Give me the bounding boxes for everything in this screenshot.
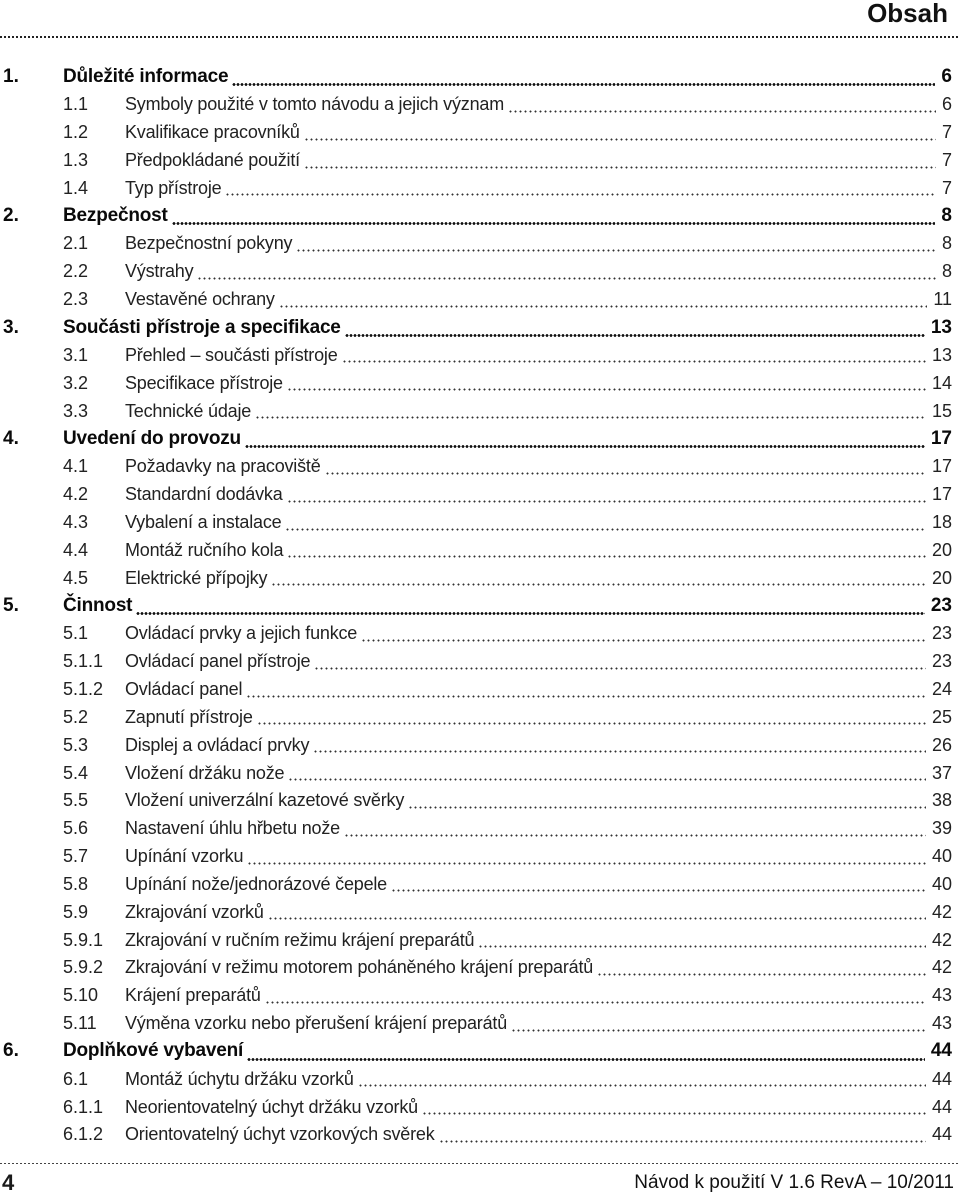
toc-entry-title: Výměna vzorku nebo přerušení krájení preparátů [125,1013,508,1034]
toc-entry-number: 5.3 [63,734,89,755]
toc-entry-page: 7 [941,122,952,143]
toc-entry-title: Výstrahy [125,261,194,282]
toc-entry-number: 6.1.2 [63,1124,104,1145]
toc-entry-number: 5.7 [63,846,89,867]
toc-entry-number: 5.9 [63,901,89,922]
toc-section-entry[interactable] [0,648,956,676]
toc-section-entry[interactable] [0,731,956,759]
toc-entry-line [125,453,956,481]
dot-leader [247,1038,925,1066]
toc-entry-line [63,63,956,91]
toc-chapter-entry[interactable] [0,63,956,91]
toc-entry-title: Upínání nože/jednorázové čepele [125,873,387,894]
dot-leader [245,425,925,453]
footer-divider [0,1163,960,1164]
toc-entry-title: Požadavky na pracoviště [125,456,321,477]
toc-entry-title: Zapnutí přístroje [125,706,253,727]
toc-section-entry[interactable] [0,1010,956,1038]
toc-entry-page: 7 [941,177,952,198]
toc-section-entry[interactable] [0,1121,956,1149]
footer-page-number: 4 [2,1170,15,1195]
toc-entry-title: Bezpečnost [63,205,168,227]
dot-leader [136,592,925,620]
toc-entry-page: 20 [931,539,952,560]
table-of-contents [0,63,956,1149]
toc-entry-line [125,286,956,314]
toc-entry-page: 14 [931,372,952,393]
toc-entry-line [125,397,956,425]
dot-leader [287,369,926,397]
dot-leader [325,453,926,481]
toc-entry-title: Důležité informace [63,65,229,87]
dot-leader [342,341,926,369]
toc-entry-title: Neorientovatelný úchyt držáku vzorků [125,1096,418,1117]
toc-section-entry[interactable] [0,870,956,898]
dot-leader [304,147,936,175]
toc-entry-page: 43 [931,985,952,1006]
toc-entry-number: 5.1.2 [63,678,104,699]
toc-entry-line [125,703,956,731]
toc-entry-title: Uvedení do provozu [63,427,241,449]
toc-entry-page: 24 [931,678,952,699]
toc-entry-title: Doplňkové vybavení [63,1040,244,1062]
toc-section-entry[interactable] [0,926,956,954]
dot-leader [287,536,926,564]
toc-entry-number: 5.9.2 [63,957,104,978]
toc-entry-line [63,314,956,342]
toc-entry-number: 5.9.1 [63,929,104,950]
dot-leader [246,676,926,704]
toc-entry-page: 20 [931,567,952,588]
toc-entry-line [125,731,956,759]
toc-entry-title: Vestavěné ochrany [125,289,275,310]
dot-leader [313,731,926,759]
toc-section-entry[interactable] [0,703,956,731]
toc-entry-title: Ovládací prvky a jejich funkce [125,623,358,644]
toc-entry-line [125,676,956,704]
toc-entry-number: 1.1 [63,94,89,115]
toc-entry-number: 1.2 [63,122,89,143]
toc-section-entry[interactable] [0,119,956,147]
dot-leader [232,63,935,91]
toc-entry-title: Ovládací panel [125,678,243,699]
toc-entry-line [125,815,956,843]
dot-leader [285,509,926,537]
toc-section-entry[interactable] [0,843,956,871]
dot-leader [247,843,926,871]
dot-leader [439,1121,926,1149]
toc-entry-number: 6.1.1 [63,1096,104,1117]
toc-entry-line [125,759,956,787]
toc-entry-line [63,592,956,620]
toc-entry-line [125,787,956,815]
toc-entry-page: 39 [931,818,952,839]
toc-section-entry[interactable] [0,230,956,258]
toc-section-entry[interactable] [0,676,956,704]
dot-leader [422,1093,926,1121]
toc-section-entry[interactable] [0,564,956,592]
toc-entry-page: 8 [941,205,952,227]
toc-section-entry[interactable] [0,898,956,926]
dot-leader [344,815,926,843]
footer-document-info: Návod k použití V 1.6 RevA – 10/2011 [634,1172,954,1193]
toc-entry-page: 6 [941,65,952,87]
toc-entry-number: 2.2 [63,261,89,282]
toc-entry-line [125,1010,956,1038]
dot-leader [511,1010,926,1038]
toc-section-entry[interactable] [0,536,956,564]
toc-entry-page: 11 [933,289,952,310]
dot-leader [271,564,926,592]
toc-entry-page: 23 [930,594,952,616]
dot-leader [361,620,926,648]
toc-section-entry[interactable] [0,509,956,537]
toc-entry-line [125,954,956,982]
toc-entry-title: Zkrajování v ručním režimu krájení preparátů [125,929,475,950]
toc-chapter-entry[interactable] [0,202,956,230]
toc-entry-page: 8 [941,261,952,282]
toc-entry-page: 44 [931,1068,952,1089]
toc-entry-page: 13 [930,316,952,338]
toc-section-entry[interactable] [0,397,956,425]
toc-entry-line [125,1065,956,1093]
toc-section-entry[interactable] [0,954,956,982]
toc-entry-line [125,898,956,926]
toc-chapter-entry[interactable] [0,314,956,342]
toc-entry-line [125,1121,956,1149]
toc-entry-number: 4.2 [63,484,89,505]
toc-section-entry[interactable] [0,369,956,397]
toc-entry-line [125,648,956,676]
toc-entry-title: Zkrajování v režimu motorem poháněného krájení preparátů [125,957,594,978]
toc-entry-line [125,481,956,509]
toc-chapter-entry[interactable] [0,425,956,453]
toc-entry-number: 5.11 [63,1013,97,1034]
toc-entry-line [125,620,956,648]
toc-entry-line [125,258,956,286]
toc-entry-title: Technické údaje [125,400,252,421]
toc-entry-number: 3.1 [63,344,89,365]
toc-entry-page: 42 [931,929,952,950]
toc-entry-line [125,843,956,871]
toc-section-entry[interactable] [0,620,956,648]
toc-entry-number: 5.1.1 [63,651,104,672]
toc-entry-number: 3.2 [63,372,89,393]
dot-leader [255,397,926,425]
toc-entry-number: 4.4 [63,539,89,560]
toc-entry-number: 1. [3,65,19,87]
toc-entry-page: 26 [931,734,952,755]
toc-section-entry[interactable] [0,759,956,787]
toc-entry-line [63,425,956,453]
toc-entry-page: 23 [931,651,952,672]
toc-entry-number: 3.3 [63,400,89,421]
toc-entry-page: 42 [931,957,952,978]
toc-section-entry[interactable] [0,91,956,119]
toc-entry-page: 15 [931,400,952,421]
toc-entry-number: 4.5 [63,567,89,588]
toc-entry-page: 44 [931,1096,952,1117]
toc-entry-number: 4.3 [63,511,89,532]
toc-entry-title: Kvalifikace pracovníků [125,122,300,143]
toc-entry-line [125,564,956,592]
dot-leader [268,898,926,926]
toc-entry-page: 40 [931,846,952,867]
toc-section-entry[interactable] [0,147,956,175]
toc-section-entry[interactable] [0,815,956,843]
toc-entry-number: 1.4 [63,177,89,198]
toc-entry-number: 5.6 [63,818,89,839]
toc-entry-title: Předpokládané použití [125,149,300,170]
dot-leader [257,703,926,731]
toc-entry-title: Součásti přístroje a specifikace [63,316,341,338]
toc-section-entry[interactable] [0,286,956,314]
toc-entry-line [125,1093,956,1121]
toc-entry-title: Montáž úchytu držáku vzorků [125,1068,354,1089]
toc-entry-line [125,982,956,1010]
toc-entry-line [63,1038,956,1066]
toc-entry-page: 6 [941,94,952,115]
toc-entry-line [125,870,956,898]
toc-entry-number: 5.4 [63,762,89,783]
toc-entry-line [125,509,956,537]
toc-entry-page: 42 [931,901,952,922]
dot-leader [225,174,936,202]
toc-entry-title: Ovládací panel přístroje [125,651,311,672]
dot-leader [391,870,926,898]
toc-entry-line [63,202,956,230]
toc-entry-page: 13 [931,344,952,365]
toc-entry-number: 2.1 [63,233,89,254]
dot-leader [508,91,936,119]
toc-entry-title: Vybalení a instalace [125,511,282,532]
toc-entry-title: Displej a ovládací prvky [125,734,310,755]
dot-leader [408,787,926,815]
dot-leader [288,759,926,787]
toc-section-entry[interactable] [0,258,956,286]
toc-entry-page: 43 [931,1013,952,1034]
toc-entry-number: 5.1 [63,623,89,644]
dot-leader [304,119,936,147]
toc-entry-number: 2.3 [63,289,89,310]
toc-entry-title: Elektrické přípojky [125,567,268,588]
toc-entry-number: 5.5 [63,790,89,811]
toc-section-entry[interactable] [0,174,956,202]
toc-entry-number: 5. [3,594,19,616]
toc-entry-line [125,230,956,258]
dot-leader [287,481,926,509]
toc-entry-title: Upínání vzorku [125,846,244,867]
dot-leader [597,954,926,982]
toc-entry-line [125,91,956,119]
toc-entry-line [125,536,956,564]
toc-entry-line [125,147,956,175]
toc-entry-line [125,926,956,954]
toc-entry-page: 40 [931,873,952,894]
toc-section-entry[interactable] [0,1065,956,1093]
toc-entry-number: 3. [3,316,19,338]
dot-leader [314,648,926,676]
toc-entry-number: 5.10 [63,985,99,1006]
toc-entry-page: 17 [930,427,952,449]
toc-entry-title: Vložení držáku nože [125,762,285,783]
toc-entry-number: 6. [3,1040,19,1062]
toc-entry-number: 6.1 [63,1068,89,1089]
toc-entry-page: 38 [931,790,952,811]
toc-section-entry[interactable] [0,787,956,815]
toc-entry-title: Činnost [63,594,133,616]
toc-entry-title: Standardní dodávka [125,484,283,505]
toc-entry-line [125,341,956,369]
toc-entry-page: 7 [941,149,952,170]
toc-entry-title: Bezpečnostní pokyny [125,233,293,254]
toc-entry-page: 23 [931,623,952,644]
dot-leader [296,230,936,258]
toc-entry-number: 5.2 [63,706,89,727]
toc-entry-page: 44 [930,1040,952,1062]
toc-entry-number: 4. [3,427,19,449]
toc-chapter-entry[interactable] [0,1038,956,1066]
page-title: Obsah [867,0,948,28]
dot-leader [172,202,936,230]
toc-entry-title: Typ přístroje [125,177,222,198]
dot-leader [358,1065,926,1093]
toc-entry-number: 2. [3,205,19,227]
toc-entry-page: 25 [931,706,952,727]
toc-entry-title: Přehled – součásti přístroje [125,344,338,365]
toc-entry-line [125,369,956,397]
toc-entry-page: 17 [931,484,952,505]
toc-entry-title: Krájení preparátů [125,985,261,1006]
toc-entry-page: 44 [931,1124,952,1145]
toc-entry-title: Montáž ručního kola [125,539,284,560]
toc-section-entry[interactable] [0,341,956,369]
toc-section-entry[interactable] [0,481,956,509]
toc-chapter-entry[interactable] [0,592,956,620]
toc-entry-number: 5.8 [63,873,89,894]
toc-entry-page: 17 [931,456,952,477]
dot-leader [478,926,926,954]
dot-leader [265,982,926,1010]
dot-leader [197,258,936,286]
toc-entry-page: 8 [941,233,952,254]
toc-entry-line [125,119,956,147]
toc-entry-title: Symboly použité v tomto návodu a jejich význam [125,94,504,115]
toc-entry-page: 37 [931,762,952,783]
toc-entry-title: Specifikace přístroje [125,372,283,393]
toc-entry-page: 18 [931,511,952,532]
toc-entry-title: Vložení univerzální kazetové svěrky [125,790,405,811]
title-divider [0,36,960,38]
toc-section-entry[interactable] [0,453,956,481]
toc-entry-number: 1.3 [63,149,89,170]
toc-entry-line [125,174,956,202]
toc-entry-title: Nastavení úhlu hřbetu nože [125,818,340,839]
dot-leader [345,314,925,342]
toc-entry-title: Orientovatelný úchyt vzorkových svěrek [125,1124,435,1145]
toc-section-entry[interactable] [0,982,956,1010]
toc-entry-number: 4.1 [63,456,89,477]
toc-section-entry[interactable] [0,1093,956,1121]
dot-leader [279,286,928,314]
toc-entry-title: Zkrajování vzorků [125,901,264,922]
